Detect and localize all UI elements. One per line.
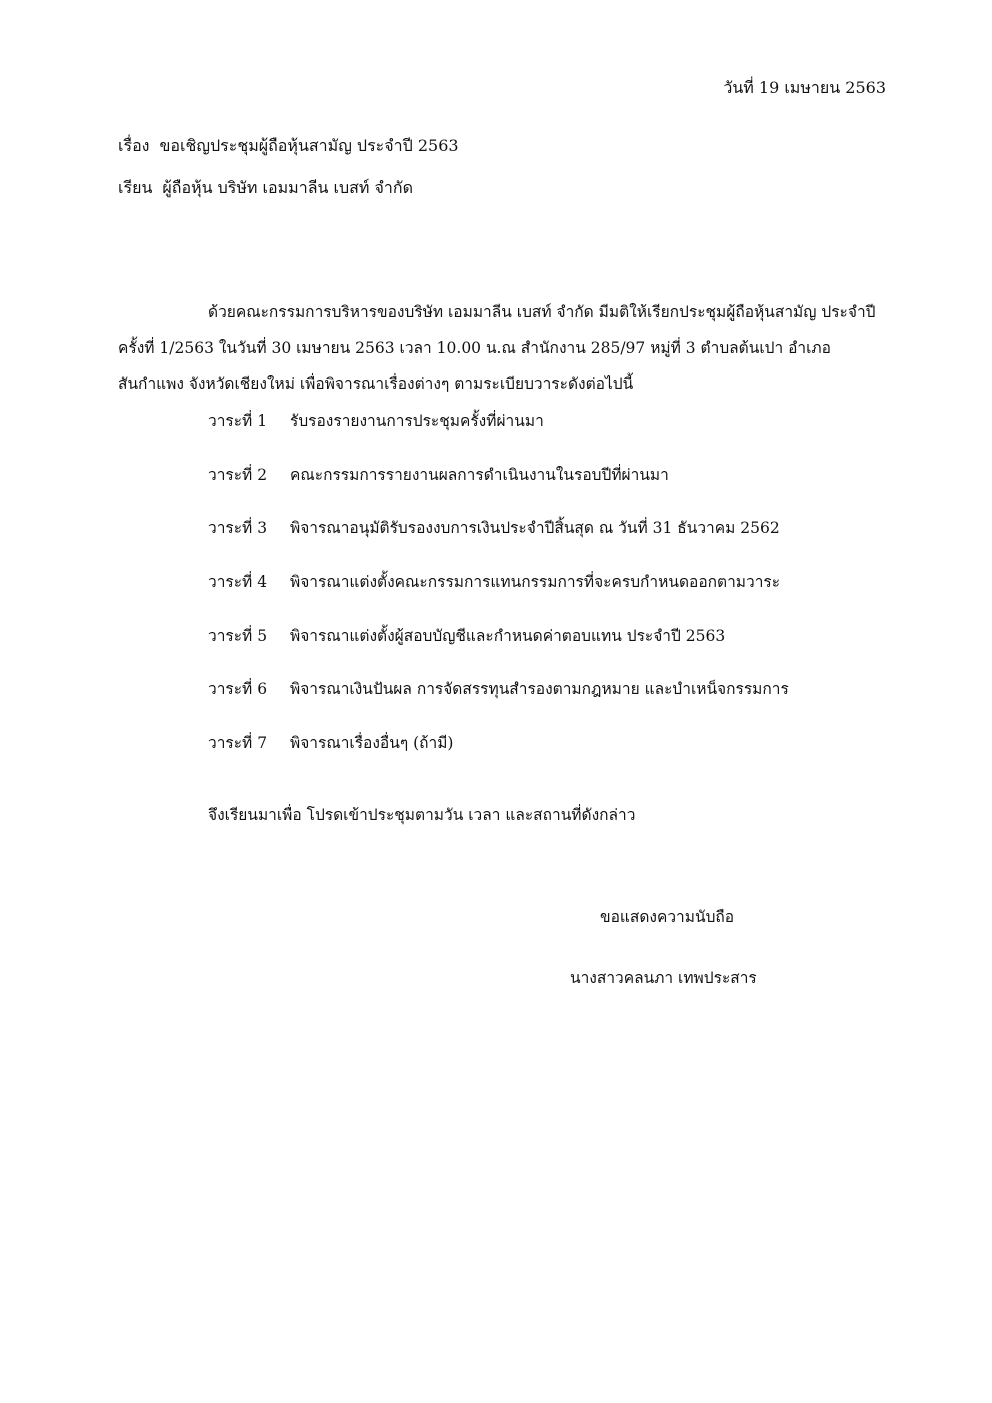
regards-line: ขอแสดงความนับถือ <box>600 908 735 926</box>
agenda-item <box>208 575 789 629</box>
agenda-item <box>208 521 789 575</box>
agenda-number: วาระที่ 1 <box>208 412 268 430</box>
agenda-text: รับรองรายงานการประชุมครั้งที่ผ่านมา <box>290 412 544 430</box>
recipient-label: เรียน <box>118 178 153 197</box>
body-paragraph <box>118 294 886 402</box>
letter-date: วันที่ 19 เมษายน 2563 <box>723 78 886 97</box>
recipient-line <box>118 180 413 196</box>
subject-text: ขอเชิญประชุมผู้ถือหุ้นสามัญ ประจำปี 2563 <box>159 136 459 155</box>
agenda-number: วาระที่ 3 <box>208 519 268 538</box>
agenda-item <box>208 626 789 683</box>
agenda-text: คณะกรรมการรายงานผลการดำเนินงานในรอบปีที่ผ่านมา <box>290 465 669 484</box>
agenda-item <box>208 736 789 790</box>
agenda-item <box>208 682 789 736</box>
signer-name: นางสาวคลนภา เทพประสาร <box>570 969 757 987</box>
paragraph-text: ด้วยคณะกรรมการบริหารของบริษัท เอมมาลีน เบสท์ จำกัด มีมติให้เรียกประชุมผู้ถือหุ้นสามัญ ประจำปี ครั้งที่ 1/2563 ในวันที่ 30 เมษายน 2563 เวลา 10.00 น.ณ สำนักงาน 285/97 หมู่ที่ 3 ตำบลต้นเปา อำเภอสันกำแพง จังหวัดเชียงใหม่ เพื่อพิจารณาเรื่องต่างๆ ตามระเบียบวาระดังต่อไปนี้ <box>118 303 876 393</box>
agenda-text: พิจารณาเงินปันผล การจัดสรรทุนสำรองตามกฎหมาย และบำเหน็จกรรมการ <box>290 680 789 699</box>
agenda-item <box>208 465 789 522</box>
agenda-text: พิจารณาเรื่องอื่นๆ (ถ้ามี) <box>290 734 454 753</box>
agenda-text: พิจารณาแต่งตั้งผู้สอบบัญชีและกำหนดค่าตอบแทน ประจำปี 2563 <box>290 626 726 645</box>
subject-line <box>118 138 459 154</box>
subject-label: เรื่อง <box>118 136 150 155</box>
agenda-number: วาระที่ 7 <box>208 734 268 753</box>
agenda-item <box>208 414 789 468</box>
agenda-number: วาระที่ 2 <box>208 465 268 484</box>
recipient-text: ผู้ถือหุ้น บริษัท เอมมาลีน เบสท์ จำกัด <box>162 178 413 197</box>
agenda-number: วาระที่ 6 <box>208 680 268 699</box>
agenda-list <box>208 414 789 790</box>
closing-line: จึงเรียนมาเพื่อ โปรดเข้าประชุมตามวัน เวลา และสถานที่ดังกล่าว <box>208 806 636 824</box>
agenda-text: พิจารณาอนุมัติรับรองงบการเงินประจำปีสิ้นสุด ณ วันที่ 31 ธันวาคม 2562 <box>290 519 780 538</box>
agenda-number: วาระที่ 5 <box>208 626 268 645</box>
agenda-number: วาระที่ 4 <box>208 573 268 592</box>
agenda-text: พิจารณาแต่งตั้งคณะกรรมการแทนกรรมการที่จะครบกำหนดออกตามวาระ <box>290 573 781 592</box>
